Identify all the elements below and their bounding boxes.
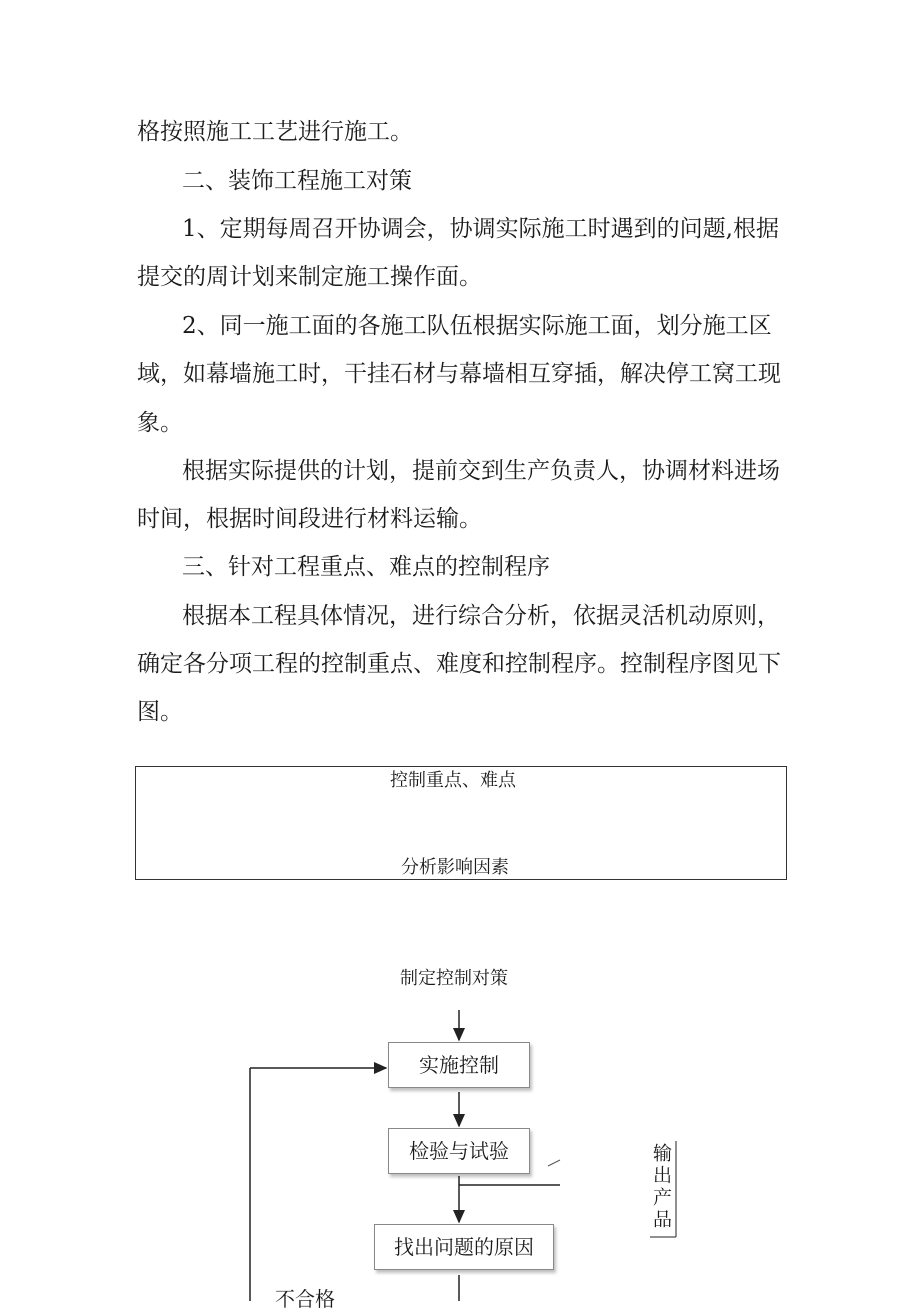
- paragraph-line: 格按照施工工艺进行施工。: [137, 119, 413, 145]
- find-cause-node: 找出问题的原因: [374, 1224, 554, 1270]
- paragraph-line: 提交的周计划来制定施工操作面。: [137, 264, 482, 290]
- section-heading: 三、针对工程重点、难点的控制程序: [182, 554, 550, 580]
- paragraph-line: 1、定期每周召开协调会，协调实际施工时遇到的问题,根据: [182, 216, 779, 242]
- section-heading: 二、装饰工程施工对策: [182, 168, 412, 194]
- implement-node: 实施控制: [388, 1042, 530, 1088]
- influence-factors-label: 分析影响因素: [401, 857, 509, 878]
- strategy-label: 制定控制对策: [400, 968, 508, 989]
- paragraph-line: 图。: [137, 699, 183, 725]
- inspect-node: 检验与试验: [388, 1128, 530, 1174]
- paragraph-line: 确定各分项工程的控制重点、难度和控制程序。控制程序图见下: [137, 651, 781, 677]
- paragraph-line: 根据本工程具体情况，进行综合分析，依据灵活机动原则，: [182, 603, 780, 629]
- paragraph-line: 根据实际提供的计划，提前交到生产负责人，协调材料进场: [182, 458, 780, 484]
- paragraph-line: 象。: [137, 410, 183, 436]
- paragraph-line: 域，如幕墙施工时，干挂石材与幕墙相互穿插，解决停工窝工现: [137, 361, 781, 387]
- paragraph-line: 时间，根据时间段进行材料运输。: [137, 506, 482, 532]
- output-label: 输出产品: [650, 1143, 672, 1231]
- paragraph-line: 2、同一施工面的各施工队伍根据实际施工面，划分施工区: [182, 313, 772, 339]
- fail-label: 不合格: [275, 1287, 335, 1311]
- control-points-label: 控制重点、难点: [390, 770, 516, 791]
